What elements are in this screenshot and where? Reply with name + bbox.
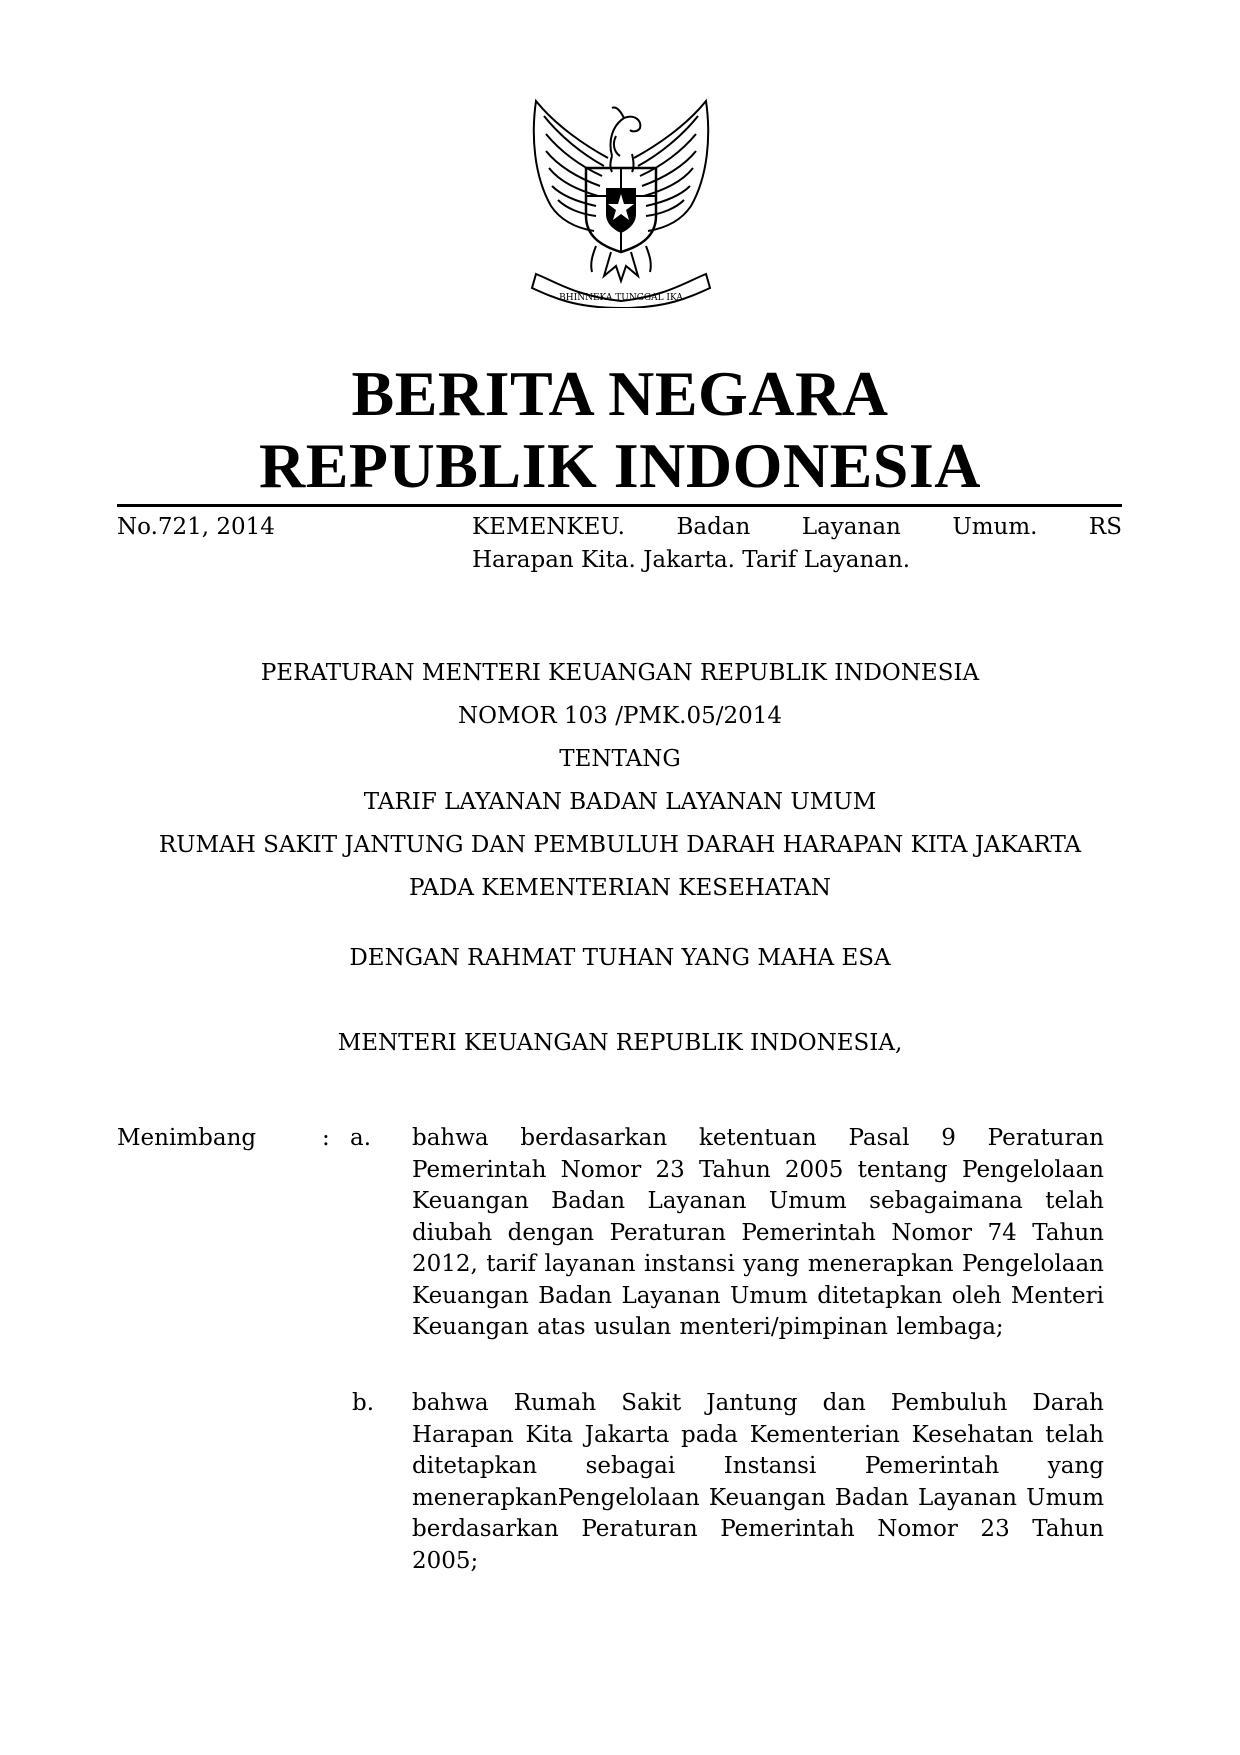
topic-word: Badan (676, 514, 751, 540)
topic-word: RS (1088, 514, 1122, 540)
masthead-title-line2: REPUBLIK INDONESIA (258, 430, 982, 501)
topic-word: KEMENKEU. (472, 514, 625, 540)
gazette-topic (472, 511, 1122, 577)
masthead-title-line1: BERITA NEGARA (351, 358, 889, 429)
svg-text:BHINNEKA TUNGGAL IKA: BHINNEKA TUNGGAL IKA (559, 293, 683, 303)
regulation-subject-line3: PADA KEMENTERIAN KESEHATAN (408, 875, 832, 901)
considering-item-b-text: bahwa Rumah Sakit Jantung dan Pembuluh Darah Harapan Kita Jakarta pada Kementerian Kesehatan telah ditetapkan sebagai Instansi Pemerintah yang menerapkanPengelolaan Keuangan Badan Layanan Umum berdasarkan Peraturan Pemerintah Nomor 23 Tahun 2005; (412, 1390, 1104, 1574)
garuda-pancasila-emblem-icon (516, 96, 726, 308)
considering-item-a-letter: a. (350, 1125, 372, 1151)
gazette-number: No.721, 2014 (117, 514, 275, 540)
gazette-topic-line1 (472, 511, 1122, 544)
considering-colon: : (322, 1125, 330, 1151)
considering-label: Menimbang (117, 1125, 257, 1151)
topic-word: Umum. (952, 514, 1038, 540)
considering-item-a-text: bahwa berdasarkan ketentuan Pasal 9 Peraturan Pemerintah Nomor 23 Tahun 2005 tentang Pengelolaan Keuangan Badan Layanan Umum sebagaimana telah diubah dengan Peraturan Pemerintah Nomor 74 Tahun 2012, tarif layanan instansi yang menerapkan Pengelolaan Keuangan Badan Layanan Umum ditetapkan oleh Menteri Keuangan atas usulan menteri/pimpinan lembaga; (412, 1125, 1104, 1340)
header-divider (117, 504, 1122, 507)
regulation-number: NOMOR 103 /PMK.05/2014 (457, 703, 783, 729)
regulation-invocation: DENGAN RAHMAT TUHAN YANG MAHA ESA (349, 945, 891, 971)
regulation-subject-line2: RUMAH SAKIT JANTUNG DAN PEMBULUH DARAH HARAPAN KITA JAKARTA (158, 832, 1082, 858)
regulation-title: PERATURAN MENTERI KEUANGAN REPUBLIK INDONESIA (260, 660, 980, 686)
topic-word: Layanan (801, 514, 901, 540)
gazette-topic-line2: Harapan Kita. Jakarta. Tarif Layanan. (472, 547, 911, 573)
considering-item-b-letter: b. (352, 1390, 375, 1416)
regulation-about: TENTANG (559, 746, 681, 772)
regulation-subject-line1: TARIF LAYANAN BADAN LAYANAN UMUM (363, 789, 877, 815)
regulation-issuer: MENTERI KEUANGAN REPUBLIK INDONESIA, (337, 1030, 903, 1056)
